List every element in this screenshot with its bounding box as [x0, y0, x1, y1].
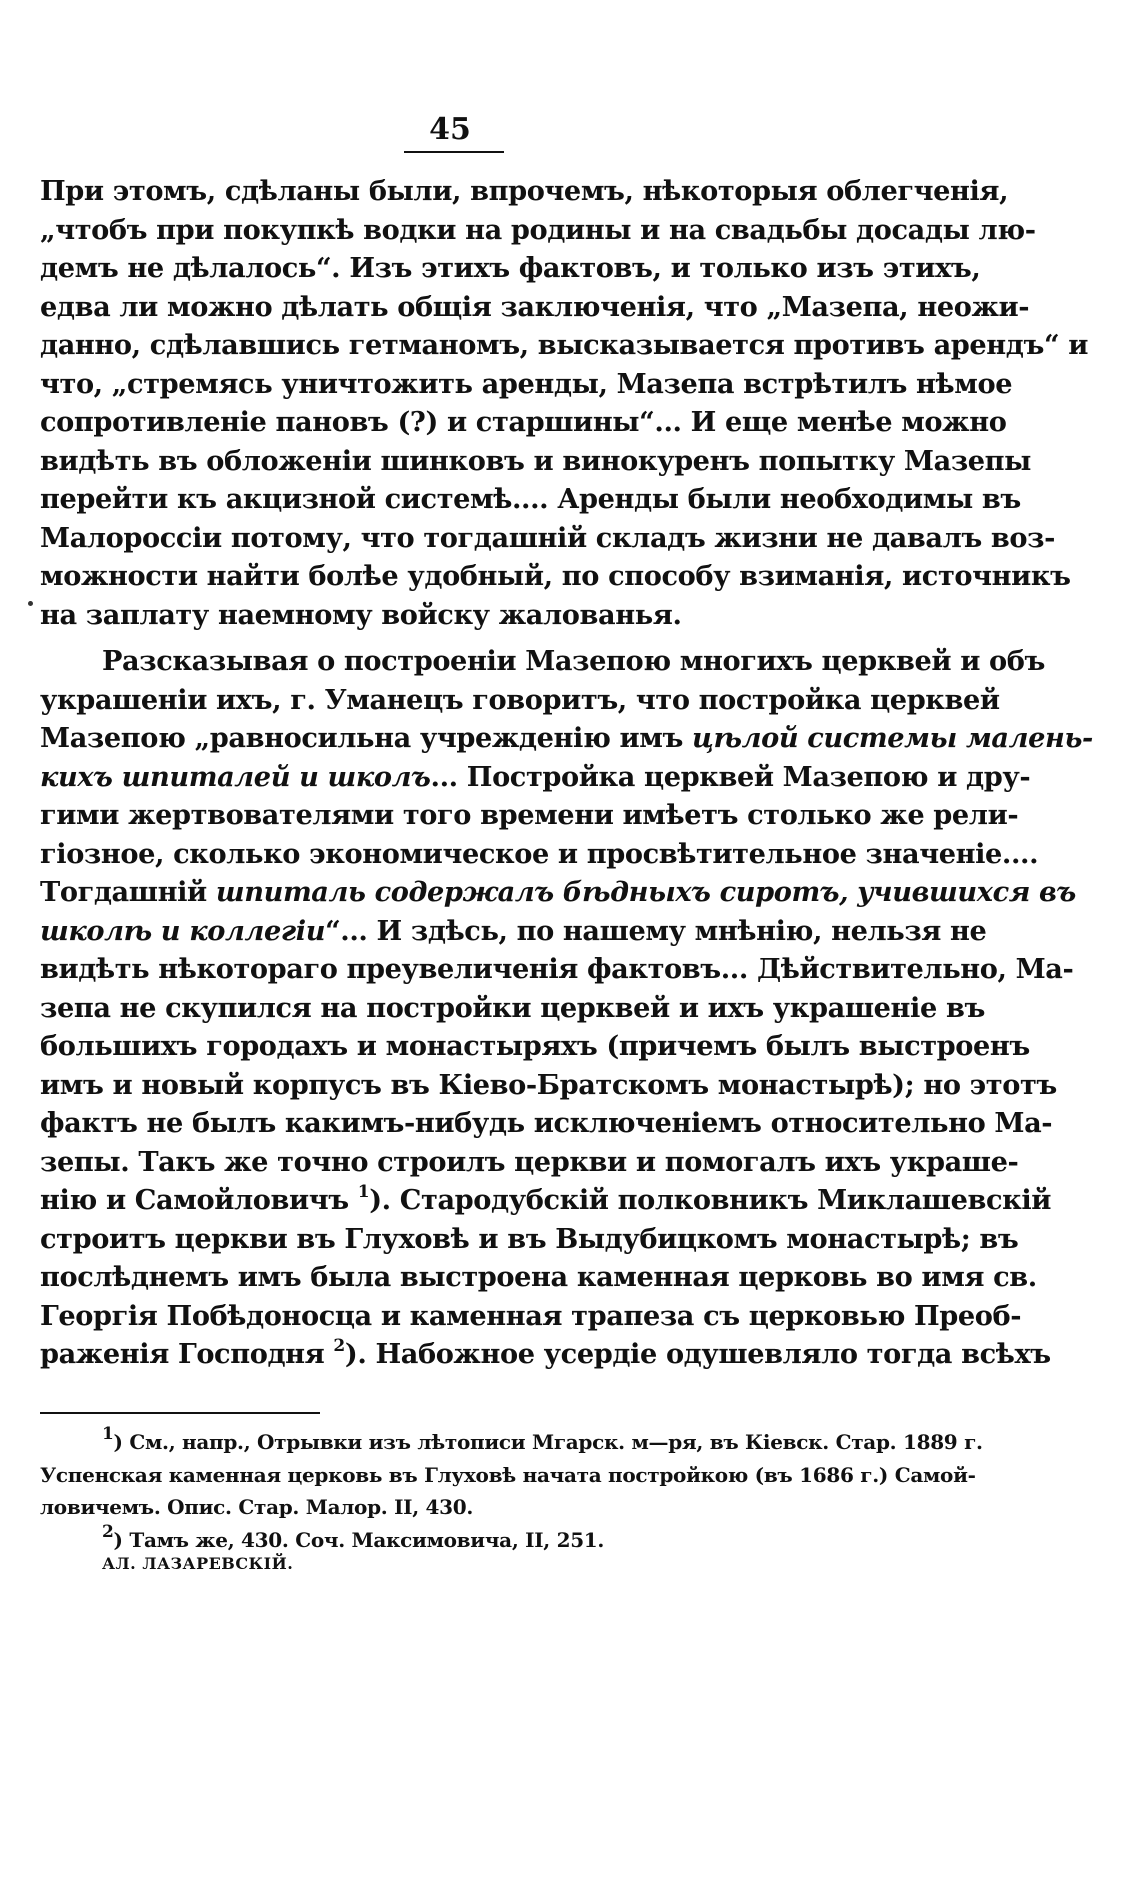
text-run: ) См., напр., Отрывки изъ лѣтописи Мгарск. м—ря, въ Кіевск. Стар. 1889 г.: [113, 1430, 983, 1454]
text-line: Разсказывая о построеніи Мазепою многихъ церквей и объ: [102, 645, 1045, 677]
text-run: Тогдашній: [40, 876, 216, 908]
text-line: послѣднемъ имъ была выстроена каменная церковь во имя св.: [40, 1261, 1037, 1293]
text-line: „чтобъ при покупкѣ водки на родины и на свадьбы досады лю-: [40, 213, 1036, 246]
text-line: сопротивленіе пановъ (?) и старшины“... И еще менѣе можно: [40, 406, 1007, 438]
footnote-ref[interactable]: 1: [357, 1181, 370, 1202]
text-run: ) Тамъ же, 430. Соч. Максимовича, II, 251.: [113, 1527, 605, 1552]
text-run: Мазепою „равносильна учрежденію имъ: [40, 722, 692, 754]
text-line: едва ли можно дѣлать общія заключенія, что „Мазепа, неожи-: [40, 290, 1030, 323]
text-run: ... Постройка церквей Мазепою и дру-: [430, 760, 1031, 793]
text-line: [40, 873, 1076, 912]
footnote-line: Успенская каменная церковь въ Глуховѣ начата постройкою (въ 1686 г.) Самой-: [40, 1462, 976, 1487]
footnote-line: ловичемъ. Опис. Стар. Малор. II, 430.: [40, 1495, 474, 1519]
text-run: раженія Господня: [40, 1338, 334, 1370]
text-run: ). Стародубскій полковникъ Миклашевскій: [369, 1184, 1052, 1216]
text-line: большихъ городахъ и монастыряхъ (причемъ былъ выстроенъ: [40, 1030, 1030, 1062]
text-line: на заплату наемному войску жалованья.: [40, 598, 682, 631]
italic-text: шпиталь содержалъ бѣдныхъ сиротъ, учившихся въ: [215, 876, 1076, 908]
italic-text: цѣлой системы малень-: [692, 722, 1093, 754]
text-line: видѣть нѣкотораго преувеличенія фактовъ... Дѣйствительно, Ма-: [40, 953, 1074, 985]
text-line: строитъ церкви въ Глуховѣ и въ Выдубицкомъ монастырѣ; въ: [40, 1222, 1019, 1255]
text-line: [40, 912, 987, 951]
text-run: нію и Самойловичъ: [40, 1184, 358, 1216]
text-run: “... И здѣсь, по нашему мнѣнію, нельзя не: [325, 914, 987, 947]
text-line: что, „стремясь уничтожить аренды, Мазепа встрѣтилъ нѣмое: [40, 367, 1013, 400]
text-line: [40, 1181, 1052, 1220]
text-line: данно, сдѣлавшись гетманомъ, высказывается противъ арендъ“ и: [40, 329, 1089, 361]
footnote-1: [40, 1424, 983, 1459]
footnote-rule: [40, 1412, 320, 1414]
text-line: украшеніи ихъ, г. Уманецъ говоритъ, что постройка церквей: [40, 683, 1000, 716]
text-line: видѣть въ обложеніи шинковъ и винокуренъ попытку Мазепы: [40, 444, 1032, 477]
text-line: гими жертвователями того времени имѣетъ столько же рели-: [40, 799, 1019, 831]
text-line: [40, 1335, 1051, 1374]
text-line: зепы. Такъ же точно строилъ церкви и помогалъ ихъ украше-: [40, 1145, 1019, 1178]
paragraph-1: [40, 172, 1089, 634]
footnote-mark: 1: [102, 1424, 114, 1445]
footnote-mark: 2: [102, 1521, 114, 1542]
text-line: [40, 719, 1093, 758]
page-number: 45: [429, 112, 471, 147]
text-line: гіозное, сколько экономическое и просвѣтительное значеніе....: [40, 837, 1039, 870]
text-run: ). Набожное усердіе одушевляло тогда всѣхъ: [344, 1338, 1051, 1370]
text-line: перейти къ акцизной системѣ.... Аренды были необходимы въ: [40, 483, 1021, 515]
text-line: демъ не дѣлалось“. Изъ этихъ фактовъ, и только изъ этихъ,: [40, 252, 981, 284]
body-text: [40, 172, 1093, 1374]
author-signature: АЛ. ЛАЗАРЕВСКІЙ.: [102, 1554, 294, 1573]
italic-text: кихъ шпиталей и школъ: [40, 760, 431, 793]
text-line: [40, 758, 1031, 797]
text-line: имъ и новый корпусъ въ Кіево-Братскомъ монастырѣ); но этотъ: [40, 1068, 1057, 1101]
footnotes: [40, 1424, 983, 1556]
text-line: фактъ не былъ какимъ-нибудь исключеніемъ относительно Ма-: [40, 1107, 1053, 1139]
italic-text: школѣ и коллегіи: [40, 914, 326, 947]
text-line: Малороссіи потому, что тогдашній складъ жизни не давалъ воз-: [40, 521, 1055, 554]
footnote-ref[interactable]: 2: [333, 1335, 345, 1356]
margin-mark: [28, 601, 33, 606]
text-line: можности найти болѣе удобный, по способу взиманія, источникъ: [40, 560, 1071, 592]
paragraph-2: [40, 642, 1093, 1374]
page-number-rule: [404, 151, 504, 153]
text-line: Георгія Побѣдоносца и каменная трапеза съ церковью Преоб-: [40, 1299, 1022, 1332]
text-line: зепа не скупился на постройки церквей и ихъ украшеніе въ: [40, 991, 985, 1024]
text-line: При этомъ, сдѣланы были, впрочемъ, нѣкоторыя облегченія,: [40, 175, 1009, 207]
